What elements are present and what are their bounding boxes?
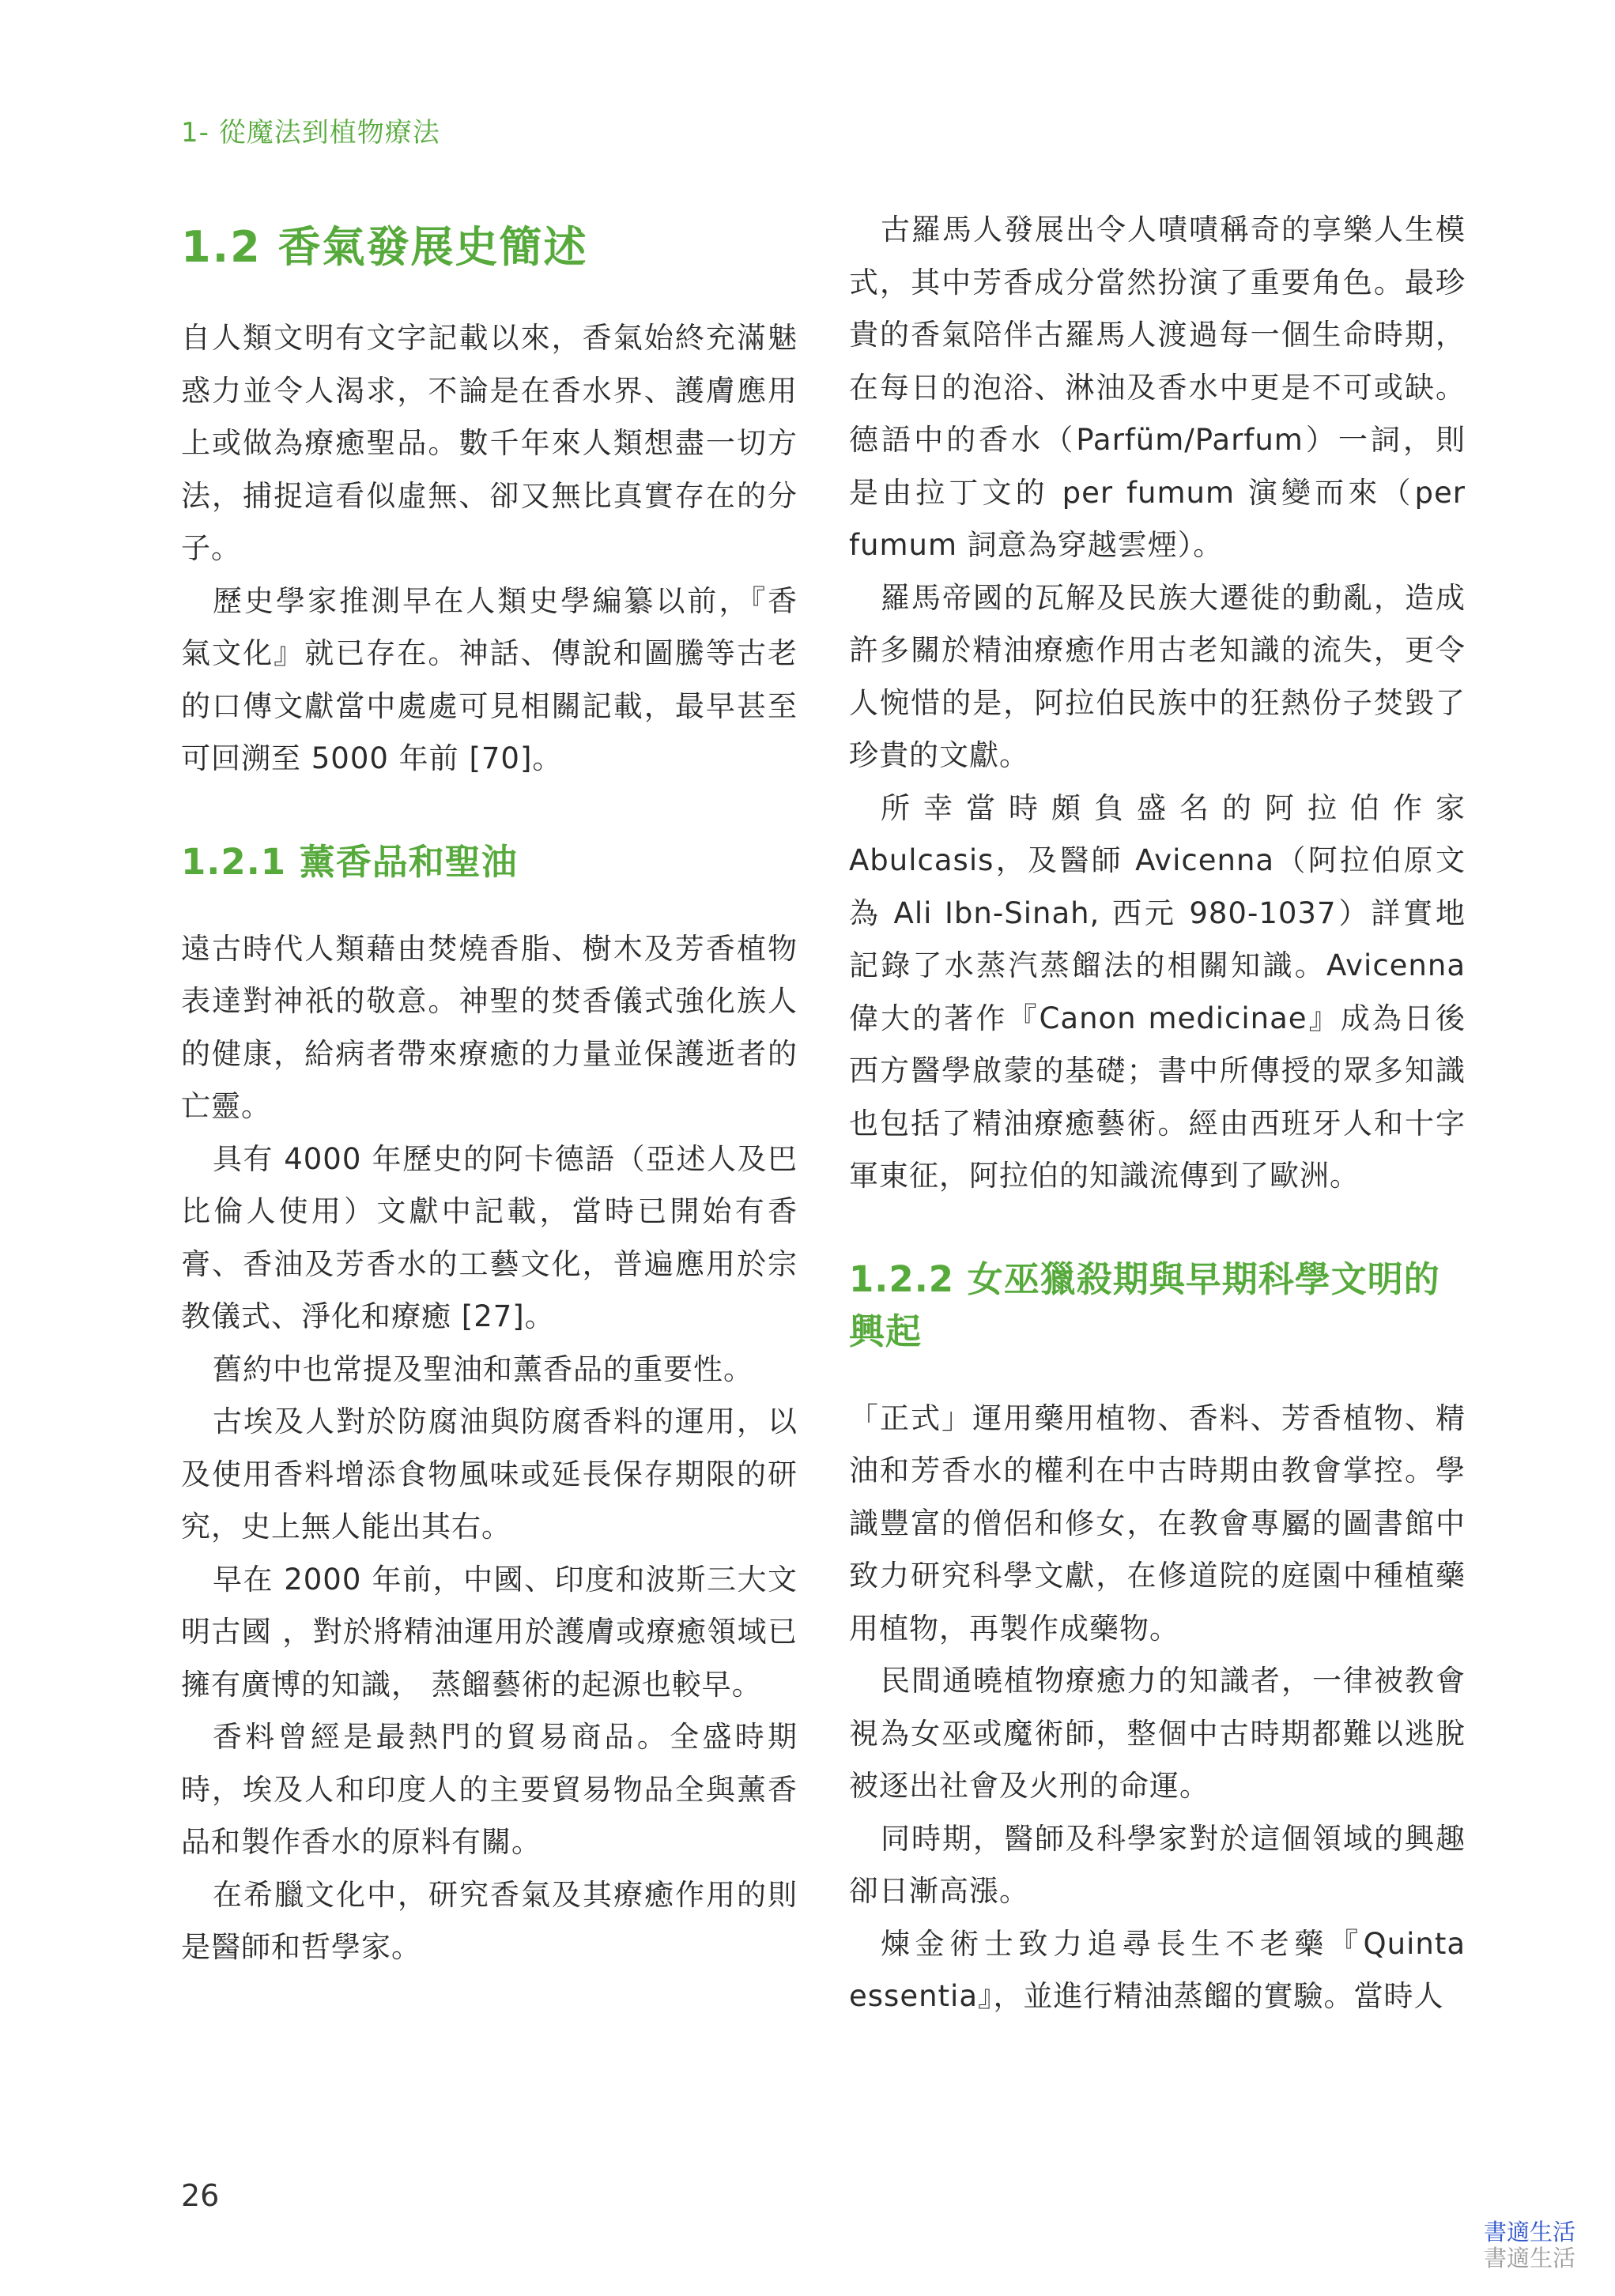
body-paragraph: 早在 2000 年前，中國、印度和波斯三大文明古國 ，對於將精油運用於護膚或療癒領域已擁有廣博的知識， 蒸餾藝術的起源也較早。 — [181, 1562, 798, 1702]
body-paragraph: 同時期，醫師及科學家對於這個領域的興趣卻日漸高漲。 — [849, 1821, 1466, 1908]
subsection-title-1-2-2: 1.2.2 女巫獵殺期與早期科學文明的興起 — [849, 1257, 1440, 1352]
body-paragraph: 具有 4000 年歷史的阿卡德語（亞述人及巴比倫人使用）文獻中記載，當時已開始有香膏、香油及芳香水的工藝文化，普遍應用於宗教儀式、淨化和療癒 [27]。 — [181, 1141, 798, 1333]
body-paragraph: 香料曾經是最熱門的貿易商品。全盛時期時，埃及人和印度人的主要貿易物品全與薰香品和製作香水的原料有關。 — [181, 1720, 798, 1859]
body-paragraph: 遠古時代人類藉由焚燒香脂、樹木及芳香植物表達對神祇的敬意。神聖的焚香儀式強化族人的健康，給病者帶來療癒的力量並保護逝者的亡靈。 — [181, 931, 798, 1123]
body-paragraph: 在希臘文化中，研究香氣及其療癒作用的則是醫師和哲學家。 — [181, 1877, 798, 1964]
body-paragraph: 舊約中也常提及聖油和薰香品的重要性。 — [213, 1352, 753, 1386]
watermark-line-1: 書適生活 — [1483, 2219, 1575, 2245]
section-title: 1.2 香氣發展史簡述 — [181, 222, 588, 272]
running-head: 1- 從魔法到植物療法 — [181, 117, 440, 149]
body-paragraph: 古羅馬人發展出令人嘖嘖稱奇的享樂人生模式，其中芳香成分當然扮演了重要角色。最珍貴的香氣陪伴古羅馬人渡過每一個生命時期，在每日的泡浴、淋油及香水中更是不可或缺。德語中的香水（Parfüm/Parfum）一詞，則是由拉丁文的 per fumum 演變而來（per fumum 詞意為穿越雲煙）。 — [849, 213, 1466, 562]
body-paragraph: 煉金術士致力追尋長生不老藥『Quinta essentia』，並進行精油蒸餾的實驗。當時人 — [849, 1926, 1466, 2013]
body-paragraph: 羅馬帝國的瓦解及民族大遷徙的動亂，造成許多關於精油療癒作用古老知識的流失，更令人惋惜的是，阿拉伯民族中的狂熱份子焚毀了珍貴的文獻。 — [849, 580, 1466, 772]
right-column — [849, 204, 1466, 2023]
left-column — [181, 204, 798, 1974]
watermark-line-2: 書適生活 — [1483, 2245, 1575, 2271]
body-paragraph: 古埃及人對於防腐油與防腐香料的運用，以及使用香料增添食物風味或延長保存期限的研究，史上無人能出其右。 — [181, 1404, 798, 1544]
page-number: 26 — [181, 2178, 220, 2213]
intro-paragraph: 自人類文明有文字記載以來，香氣始終充滿魅惑力並令人渴求，不論是在香水界、護膚應用上或做為療癒聖品。數千年來人類想盡一切方法，捕捉這看似虛無、卻又無比真實存在的分子。 — [181, 321, 798, 565]
intro-paragraph: 歷史學家推測早在人類史學編纂以前，『香氣文化』就已存在。神話、傳說和圖騰等古老的口傳文獻當中處處可見相關記載，最早甚至可回溯至 5000 年前 [70]。 — [181, 583, 798, 775]
watermark — [1484, 2219, 1575, 2271]
body-paragraph: 民間通曉植物療癒力的知識者，一律被教會視為女巫或魔術師，整個中古時期都難以逃脫被逐出社會及火刑的命運。 — [849, 1664, 1466, 1803]
body-paragraph: 「正式」運用藥用植物、香料、芳香植物、精油和芳香水的權利在中古時期由教會掌控。學識豐富的僧侶和修女，在教會專屬的圖書館中致力研究科學文獻，在修道院的庭園中種植藥用植物，再製作成藥物。 — [849, 1401, 1466, 1646]
body-paragraph: 所幸當時頗負盛名的阿拉伯作家 Abulcasis，及醫師 Avicenna（阿拉伯原文為 Ali Ibn-Sinah, 西元 980-1037）詳實地記錄了水蒸汽蒸餾法的相關知識。Avicenna 偉大的著作『Canon medicinae』成為日後西方醫學啟蒙的基礎；書中所傳授的眾多知識也包括了精油療癒藝術。經由西班牙人和十字軍東征，阿拉伯的知識流傳到了歐洲。 — [849, 790, 1466, 1193]
subsection-title-1-2-1: 1.2.1 薰香品和聖油 — [181, 840, 518, 883]
